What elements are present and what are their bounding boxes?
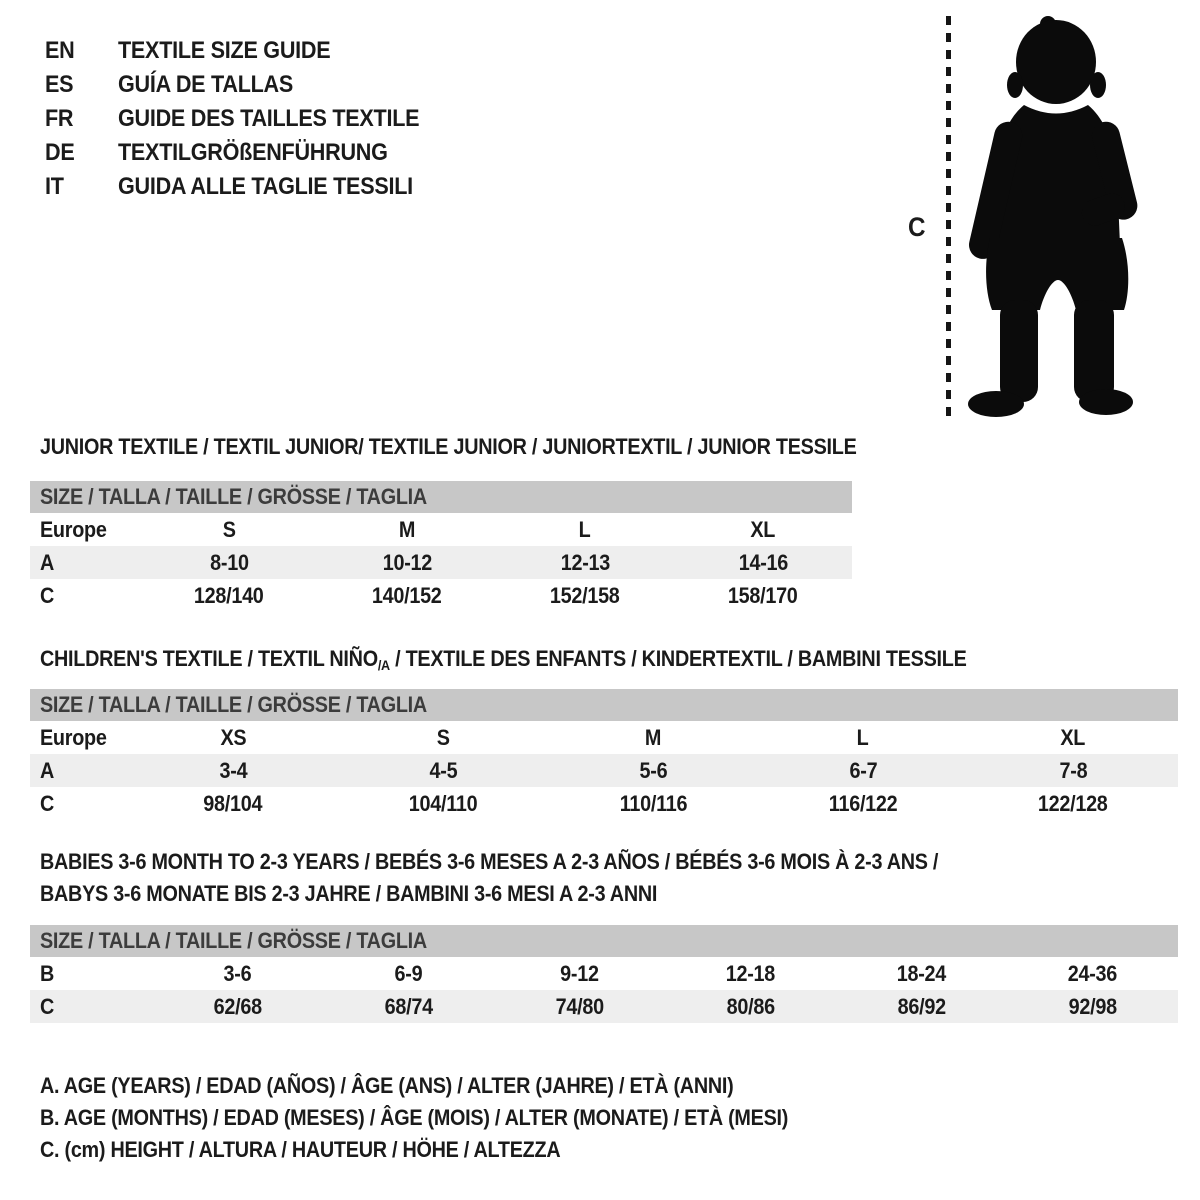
- table-cell: 12-18: [725, 960, 776, 986]
- table-cell: 14-16: [738, 549, 788, 575]
- table-cell: 18-24: [896, 960, 947, 986]
- language-label: GUIDA ALLE TAGLIE TESSILI: [118, 173, 413, 200]
- size-header-bar: SIZE / TALLA / TAILLE / GRÖSSE / TAGLIA: [30, 481, 852, 513]
- children-header-row: [30, 721, 1178, 754]
- language-row-it: [45, 170, 453, 204]
- table-cell: 158/170: [728, 582, 798, 608]
- size-col-header: XS: [220, 724, 246, 750]
- language-code: FR: [45, 105, 74, 132]
- row-label: C: [40, 993, 55, 1019]
- table-cell: 62/68: [213, 993, 262, 1019]
- height-measure-line: [946, 16, 951, 416]
- language-label: TEXTILE SIZE GUIDE: [118, 37, 331, 64]
- table-cell: 9-12: [560, 960, 599, 986]
- babies-row-c: [30, 990, 1178, 1023]
- height-measure-label: C: [908, 212, 926, 242]
- size-col-header: L: [579, 516, 591, 542]
- junior-header-row: [30, 513, 852, 546]
- table-cell: 68/74: [384, 993, 433, 1019]
- row-label: C: [40, 582, 55, 608]
- size-col-header: M: [644, 724, 662, 750]
- language-label: TEXTILGRÖßENFÜHRUNG: [118, 139, 388, 166]
- table-cell: 152/158: [550, 582, 620, 608]
- table-cell: 3-4: [219, 757, 247, 783]
- babies-section-title: BABIES 3-6 MONTH TO 2-3 YEARS / BEBÉS 3-6 MESES A 2-3 AÑOS / BÉBÉS 3-6 MOIS À 2-3 ANS / BABYS 3-6 MONATE BIS 2-3 JAHRE / BAMBINI 3-6 MESI A 2-3 ANNI: [40, 849, 939, 906]
- legend-line-c: C. (cm) HEIGHT / ALTURA / HAUTEUR / HÖHE / ALTEZZA: [40, 1137, 561, 1162]
- table-cell: 140/152: [372, 582, 442, 608]
- table-cell: 24-36: [1067, 960, 1118, 986]
- size-col-header: S: [436, 724, 450, 750]
- junior-row-a: [30, 546, 852, 579]
- language-guide: [45, 34, 453, 204]
- row-label: A: [40, 757, 55, 783]
- table-cell: 7-8: [1059, 757, 1087, 783]
- measurement-legend: [40, 1070, 871, 1166]
- language-row-es: [45, 68, 453, 102]
- row-label: C: [40, 790, 55, 816]
- children-row-c: [30, 787, 1178, 820]
- junior-size-table: [30, 481, 852, 612]
- legend-line-b: B. AGE (MONTHS) / EDAD (MESES) / ÂGE (MOIS) / ALTER (MONATE) / ETÀ (MESI): [40, 1105, 789, 1130]
- language-row-en: [45, 34, 453, 68]
- children-size-table: [30, 689, 1178, 820]
- table-cell: 4-5: [429, 757, 457, 783]
- legend-line-a: A. AGE (YEARS) / EDAD (AÑOS) / ÂGE (ANS) / ALTER (JAHRE) / ETÀ (ANNI): [40, 1073, 734, 1098]
- junior-section-title: JUNIOR TEXTILE / TEXTIL JUNIOR/ TEXTILE JUNIOR / JUNIORTEXTIL / JUNIOR TESSILE: [40, 434, 857, 459]
- size-header-bar: SIZE / TALLA / TAILLE / GRÖSSE / TAGLIA: [30, 925, 1178, 957]
- size-col-header: L: [857, 724, 869, 750]
- region-label: Europe: [40, 516, 107, 542]
- baby-silhouette: [962, 10, 1147, 420]
- size-col-header: XL: [1060, 724, 1086, 750]
- children-row-a: [30, 754, 1178, 787]
- table-cell: 10-12: [382, 549, 432, 575]
- row-label: A: [40, 549, 55, 575]
- table-cell: 122/128: [1038, 790, 1108, 816]
- table-cell: 6-9: [394, 960, 423, 986]
- children-section-title: CHILDREN'S TEXTILE / TEXTIL NIÑO/A / TEXTILE DES ENFANTS / KINDERTEXTIL / BAMBINI TESSILE: [40, 646, 967, 673]
- junior-row-c: [30, 579, 852, 612]
- row-label: B: [40, 960, 55, 986]
- language-code: EN: [45, 37, 75, 64]
- babies-size-table: [30, 925, 1178, 1023]
- table-cell: 6-7: [849, 757, 877, 783]
- table-cell: 98/104: [203, 790, 263, 816]
- table-cell: 86/92: [897, 993, 946, 1019]
- language-row-fr: [45, 102, 453, 136]
- table-cell: 110/116: [619, 790, 687, 816]
- size-col-header: S: [222, 516, 236, 542]
- table-cell: 128/140: [194, 582, 264, 608]
- region-label: Europe: [40, 724, 107, 750]
- table-cell: 5-6: [639, 757, 667, 783]
- babies-row-b: [30, 957, 1178, 990]
- language-code: ES: [45, 71, 74, 98]
- table-cell: 116/122: [828, 790, 898, 816]
- table-cell: 74/80: [555, 993, 604, 1019]
- table-cell: 104/110: [408, 790, 478, 816]
- table-cell: 12-13: [560, 549, 610, 575]
- size-header-bar: SIZE / TALLA / TAILLE / GRÖSSE / TAGLIA: [30, 689, 1178, 721]
- size-col-header: M: [398, 516, 416, 542]
- table-cell: 3-6: [223, 960, 252, 986]
- language-label: GUIDE DES TAILLES TEXTILE: [118, 105, 420, 132]
- table-cell: 92/98: [1068, 993, 1117, 1019]
- language-label: GUÍA DE TALLAS: [118, 71, 294, 98]
- language-code: DE: [45, 139, 75, 166]
- language-row-de: [45, 136, 453, 170]
- table-cell: 80/86: [726, 993, 775, 1019]
- language-code: IT: [45, 173, 64, 200]
- size-col-header: XL: [750, 516, 776, 542]
- table-cell: 8-10: [209, 549, 249, 575]
